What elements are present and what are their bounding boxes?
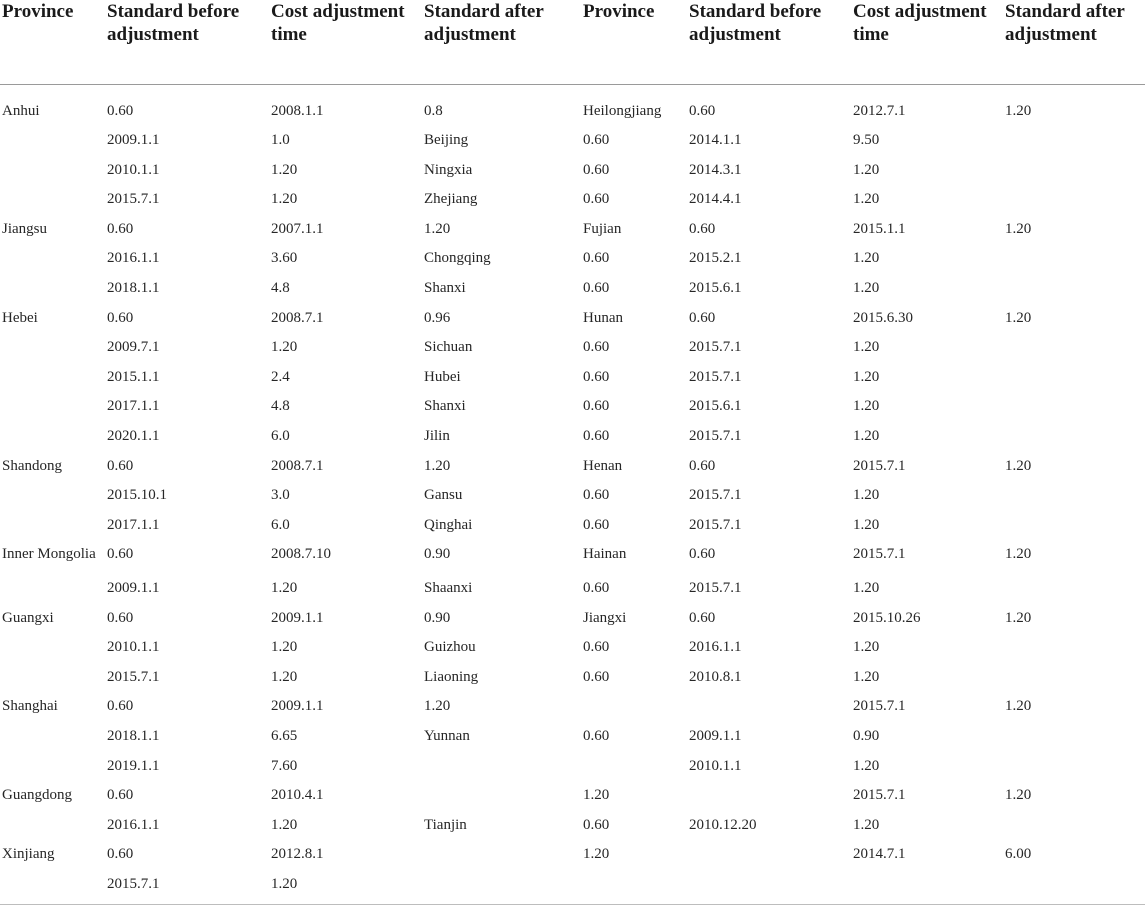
table-row [0,870,1145,900]
table-cell: 2017.1.1 [107,398,160,415]
table-cell: 0.60 [107,787,134,804]
table-cell [0,274,105,304]
table-cell: 0.60 [583,132,610,149]
table-cell: Henan [583,457,623,474]
table-cell: 0.60 [583,487,610,504]
table-cell: 1.20 [271,580,298,596]
table-cell: 1.20 [853,398,880,415]
table-cell: 0.60 [107,546,134,563]
table-cell: 2017.1.1 [107,516,160,533]
table-cell: 4.8 [271,280,290,297]
table-cell: 1.20 [853,816,880,833]
table-cell [422,870,581,900]
table-row [0,452,1145,482]
header-province: Province [0,0,105,84]
table-cell: 9.50 [853,132,880,149]
table-row [0,274,1145,304]
table-cell: 0.60 [107,846,134,863]
table-cell: 0.60 [583,816,610,833]
table-row [0,126,1145,156]
table-cell: 1.20 [424,698,451,715]
table-cell: 2015.7.1 [853,787,906,804]
table-cell [0,870,105,900]
table-cell: 2020.1.1 [107,428,160,445]
table-row [0,663,1145,693]
table-cell: Xinjiang [2,846,55,863]
table-cell: 0.60 [107,220,134,237]
table-cell [0,811,105,841]
table-body [0,84,1145,900]
table-cell: 0.60 [583,668,610,685]
table-cell: 1.20 [853,428,880,445]
table-cell: 2015.7.1 [689,516,742,533]
table-cell: 2009.1.1 [107,132,160,149]
table-cell: 0.60 [107,457,134,474]
table-cell [1003,811,1145,841]
table-cell: Jiangsu [2,220,47,237]
table-cell: 0.60 [689,546,716,563]
table-row [0,363,1145,393]
table-cell: 0.60 [689,102,716,119]
table-cell: 2010.1.1 [107,161,160,178]
table-cell [0,244,105,274]
table-cell: 1.20 [853,161,880,178]
table-cell: 7.60 [271,757,298,774]
table-cell: Shanxi [424,280,466,297]
table-cell: 1.20 [1005,102,1032,119]
table-cell: Anhui [2,102,40,119]
table-cell: 1.20 [1005,698,1032,715]
table-cell: 2009.1.1 [107,580,160,596]
table-cell [1003,633,1145,663]
table-cell: 0.60 [583,516,610,533]
table-cell [1003,422,1145,452]
table-cell: 2010.1.1 [107,639,160,656]
table-cell: 1.20 [1005,457,1032,474]
table-cell: 1.20 [853,368,880,385]
table-row [0,752,1145,782]
table-cell: 1.20 [271,191,298,208]
table-cell: Guizhou [424,639,476,656]
table-cell [1003,244,1145,274]
header-standard-after-2: Standard after adjustment [1003,0,1145,84]
table-cell: Gansu [424,487,463,504]
table-cell: 2014.3.1 [689,161,742,178]
table-row [0,84,1145,126]
table-cell: Jiangxi [583,609,627,626]
table-cell: 0.60 [583,339,610,356]
table-cell: 2015.7.1 [107,191,160,208]
table-cell: Ningxia [424,161,473,178]
table-cell: 0.60 [583,368,610,385]
table-cell [0,574,105,604]
table-cell: 2010.12.20 [689,816,757,833]
table-cell [1003,722,1145,752]
table-cell: Hunan [583,309,623,326]
table-cell: 0.60 [107,102,134,119]
table-cell: 0.60 [107,309,134,326]
table-cell: 3.0 [271,487,290,504]
table-cell: 0.60 [583,280,610,297]
table-cell [0,392,105,422]
table-row [0,722,1145,752]
table-cell: 0.96 [424,309,451,326]
table-cell: 2008.7.1 [271,457,324,474]
table-cell: Hebei [2,309,38,326]
table-cell: Heilongjiang [583,102,662,119]
table-cell: 1.20 [1005,609,1032,626]
table-cell: 2010.8.1 [689,668,742,685]
table-cell: 2015.7.1 [853,546,906,563]
table-row [0,304,1145,334]
table-cell: 1.20 [583,787,610,804]
table-cell: 2015.7.1 [689,487,742,504]
table-cell: Tianjin [424,816,467,833]
table-cell: 2016.1.1 [689,639,742,656]
table-cell: Shandong [2,457,62,474]
table-cell: 0.60 [689,220,716,237]
table-cell [1003,363,1145,393]
table-cell: 0.60 [583,250,610,267]
table-cell [1003,126,1145,156]
table-row [0,540,1145,574]
table-cell: Zhejiang [424,191,478,208]
table-cell: 2019.1.1 [107,757,160,774]
table-cell: 0.60 [583,191,610,208]
table-cell [422,781,581,811]
table-cell [687,781,851,811]
table-row [0,185,1145,215]
table-cell: 2015.1.1 [107,368,160,385]
table-cell: 0.60 [583,580,610,596]
table-row [0,422,1145,452]
table-cell: 1.20 [583,846,610,863]
table-cell: 1.20 [853,757,880,774]
table-cell: 2016.1.1 [107,250,160,267]
table-cell [581,752,687,782]
table-cell [1003,392,1145,422]
table-cell [0,633,105,663]
table-cell [1003,574,1145,604]
table-cell: 1.0 [271,132,290,149]
table-cell: 0.60 [583,398,610,415]
table-row [0,244,1145,274]
table-cell: 1.20 [424,457,451,474]
table-cell: 2010.1.1 [689,757,742,774]
table-row [0,156,1145,186]
table-row [0,574,1145,604]
table-cell: 2015.7.1 [689,339,742,356]
table-cell: 2018.1.1 [107,280,160,297]
table-cell: 0.60 [583,161,610,178]
table-cell: 2015.7.1 [689,580,742,596]
table-cell: 2007.1.1 [271,220,324,237]
table-cell [0,511,105,541]
table-cell: 1.20 [853,339,880,356]
table-cell: 2009.7.1 [107,339,160,356]
table-row [0,215,1145,245]
table-cell: 2009.1.1 [271,698,324,715]
table-cell: 2015.7.1 [853,698,906,715]
table-cell: 4.8 [271,398,290,415]
table-cell: 0.60 [583,428,610,445]
table-cell: Qinghai [424,516,473,533]
table-row [0,333,1145,363]
table-bottom-rule [0,904,1145,905]
table-cell [581,870,687,900]
table-cell: 0.60 [689,609,716,626]
table-cell: 0.60 [583,727,610,744]
table-cell: Shanghai [2,698,58,715]
table-cell: Beijing [424,132,469,149]
table-cell: 2009.1.1 [689,727,742,744]
table-cell: 2018.1.1 [107,727,160,744]
table-cell: 1.20 [271,816,298,833]
table-cell: 1.20 [853,639,880,656]
table-cell: 2015.7.1 [107,875,160,892]
table-cell: 1.20 [1005,309,1032,326]
table-cell: 1.20 [271,161,298,178]
table-row [0,511,1145,541]
table-cell [0,126,105,156]
table-cell [0,422,105,452]
table-cell: 2010.4.1 [271,787,324,804]
table-cell: 0.90 [853,727,880,744]
table-cell: 2015.7.1 [689,368,742,385]
table-cell: Shanxi [424,398,466,415]
table-cell [422,752,581,782]
header-cost-adjustment-time-2: Cost adjustment time [851,0,1003,84]
table-cell: Shaanxi [424,580,473,596]
table-cell [1003,156,1145,186]
table-cell: Sichuan [424,339,473,356]
table-cell: 2016.1.1 [107,816,160,833]
table-row [0,481,1145,511]
table-cell: 2015.7.1 [107,668,160,685]
table-cell: 1.20 [853,280,880,297]
table-cell: 1.20 [424,220,451,237]
table-cell: 1.20 [853,250,880,267]
table-cell: 2015.7.1 [853,457,906,474]
table-cell: 0.8 [424,102,443,119]
table-cell: 1.20 [1005,220,1032,237]
table-cell [0,752,105,782]
table-cell: 6.00 [1005,846,1032,863]
header-standard-before: Standard before adjustment [105,0,269,84]
table-cell: 1.20 [271,875,298,892]
table-cell: Jilin [424,428,450,445]
table-cell [1003,511,1145,541]
table-cell: 2015.6.1 [689,280,742,297]
table-cell: 1.20 [271,339,298,356]
table-row [0,633,1145,663]
table-cell: Inner Mongolia [2,546,96,563]
table-cell: Hainan [583,546,627,563]
table-cell: 1.20 [853,668,880,685]
table-cell: 1.20 [1005,546,1032,563]
table-cell: 2008.1.1 [271,102,324,119]
table-cell: 6.65 [271,727,298,744]
table-cell [0,663,105,693]
table-cell [1003,752,1145,782]
table-cell [1003,333,1145,363]
table-cell: 2015.2.1 [689,250,742,267]
table-cell [0,363,105,393]
header-row [0,0,1145,84]
table-cell [581,692,687,722]
table-cell: 1.20 [271,668,298,685]
table-cell [1003,481,1145,511]
header-province-2: Province [581,0,687,84]
table-cell: Hubei [424,368,461,385]
table-row [0,392,1145,422]
table-header [0,0,1145,84]
table-cell: Liaoning [424,668,479,685]
table-cell: 2008.7.10 [271,546,331,563]
table-cell: Fujian [583,220,622,237]
table-cell: 2014.1.1 [689,132,742,149]
table-cell: 0.60 [107,609,134,626]
table-cell: 1.20 [1005,787,1032,804]
table-cell: 1.20 [853,516,880,533]
header-standard-before-2: Standard before adjustment [687,0,851,84]
table-cell: 6.0 [271,428,290,445]
table-cell: 2015.10.1 [107,487,167,504]
table-cell: 0.60 [689,457,716,474]
table-cell: Chongqing [424,250,491,267]
table-cell: 2008.7.1 [271,309,324,326]
table-row [0,781,1145,811]
table-row [0,604,1145,634]
table-cell [0,481,105,511]
table-cell: 2.4 [271,368,290,385]
table-cell [1003,870,1145,900]
table-row [0,692,1145,722]
table-cell [1003,185,1145,215]
table-cell: 2014.7.1 [853,846,906,863]
table-cell: 2015.10.26 [853,609,921,626]
table-cell: 2015.6.1 [689,398,742,415]
table-cell: 6.0 [271,516,290,533]
table-cell: 2009.1.1 [271,609,324,626]
table-cell: 0.90 [424,609,451,626]
table-cell [687,840,851,870]
table-cell: 2012.7.1 [853,102,906,119]
table-cell [0,722,105,752]
table-cell [0,185,105,215]
table-cell: 0.60 [583,639,610,656]
table-cell [687,692,851,722]
table-cell [687,870,851,900]
table-cell: 3.60 [271,250,298,267]
table-cell: Guangdong [2,787,72,804]
table-cell: 0.60 [689,309,716,326]
table-cell: 2015.7.1 [689,428,742,445]
table-cell [851,870,1003,900]
table-cell: 1.20 [271,639,298,656]
table-cell: 0.60 [107,698,134,715]
table-cell: 2012.8.1 [271,846,324,863]
table-cell [0,156,105,186]
table-cell: 2015.1.1 [853,220,906,237]
table-cell: Yunnan [424,727,470,744]
table-cell: 2015.6.30 [853,309,913,326]
table-cell: 1.20 [853,191,880,208]
table-row [0,840,1145,870]
table-cell: 1.20 [853,487,880,504]
table-cell [1003,663,1145,693]
header-cost-adjustment-time: Cost adjustment time [269,0,422,84]
table-cell: 0.90 [424,546,451,563]
table-cell [0,333,105,363]
header-standard-after: Standard after adjustment [422,0,581,84]
table-cell: 1.20 [853,580,880,596]
table-cell [422,840,581,870]
table-cell: 2014.4.1 [689,191,742,208]
table-cell [1003,274,1145,304]
table-row [0,811,1145,841]
table-cell: Guangxi [2,609,54,626]
